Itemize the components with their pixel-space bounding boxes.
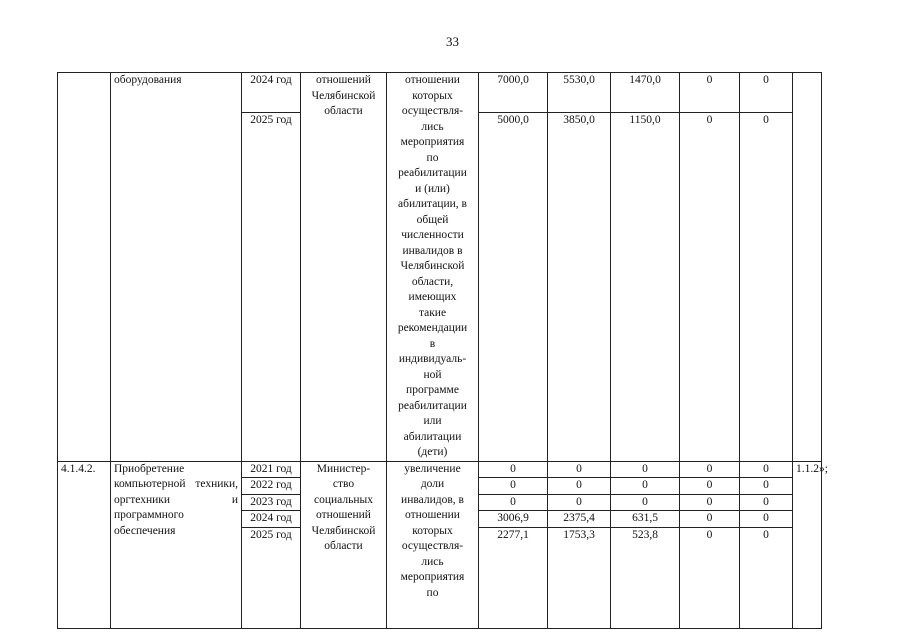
page-number: 33 [446,34,459,49]
table-row [58,461,822,478]
value-cell: 0 [680,112,740,461]
value-cell: 0 [740,112,793,461]
executor-cell: Министер- ство социальных отношений Челябинской области [301,461,387,628]
value-cell: 0 [611,494,680,511]
value-cell: 0 [680,478,740,495]
value-cell: 0 [680,511,740,528]
value-cell: 0 [548,494,611,511]
value-cell: 0 [740,478,793,495]
year-cell: 2024 год [242,73,301,113]
item-name-cell: Приобретение компьютерной техники, оргтехники и программного обеспечения [111,461,242,628]
item-number-cell [58,73,111,462]
value-cell: 0 [740,527,793,628]
value-cell: 0 [611,478,680,495]
value-cell: 0 [740,511,793,528]
executor-cell: отношений Челябинской области [301,73,387,462]
year-cell: 2025 год [242,527,301,628]
table-row [58,73,822,113]
indicator-cell: увеличение доли инвалидов, в отношении которых осуществля- лись мероприятия по [387,461,479,628]
value-cell: 0 [680,527,740,628]
value-cell: 1753,3 [548,527,611,628]
year-cell: 2023 год [242,494,301,511]
total-cell: 0 [479,461,548,478]
value-cell: 0 [548,478,611,495]
item-number-cell: 4.1.4.2. [58,461,111,628]
year-cell: 2022 год [242,478,301,495]
indicator-cell: отношении которых осуществля- лись мероприятия по реабилитации и (или) абилитации, в общей численности инвалидов в Челябинской области, имеющих такие рекомендации в индивидуаль- ной программе реабилитации или абилитации (дети) [387,73,479,462]
value-cell: 523,8 [611,527,680,628]
total-cell: 0 [479,494,548,511]
value-cell: 0 [680,461,740,478]
value-cell: 0 [740,73,793,113]
value-cell: 0 [740,494,793,511]
value-cell: 3850,0 [548,112,611,461]
year-cell: 2024 год [242,511,301,528]
value-cell: 0 [611,461,680,478]
year-cell: 2021 год [242,461,301,478]
link-cell: 1.1.2»; [793,461,822,628]
value-cell: 1150,0 [611,112,680,461]
value-cell: 1470,0 [611,73,680,113]
total-cell: 2277,1 [479,527,548,628]
total-cell: 0 [479,478,548,495]
item-name-cell: оборудования [111,73,242,462]
total-cell: 3006,9 [479,511,548,528]
year-cell: 2025 год [242,112,301,461]
value-cell: 2375,4 [548,511,611,528]
value-cell: 0 [740,461,793,478]
value-cell: 0 [680,73,740,113]
value-cell: 5530,0 [548,73,611,113]
link-cell [793,73,822,462]
value-cell: 631,5 [611,511,680,528]
value-cell: 0 [680,494,740,511]
program-table [57,72,828,629]
total-cell: 7000,0 [479,73,548,113]
value-cell: 0 [548,461,611,478]
total-cell: 5000,0 [479,112,548,461]
